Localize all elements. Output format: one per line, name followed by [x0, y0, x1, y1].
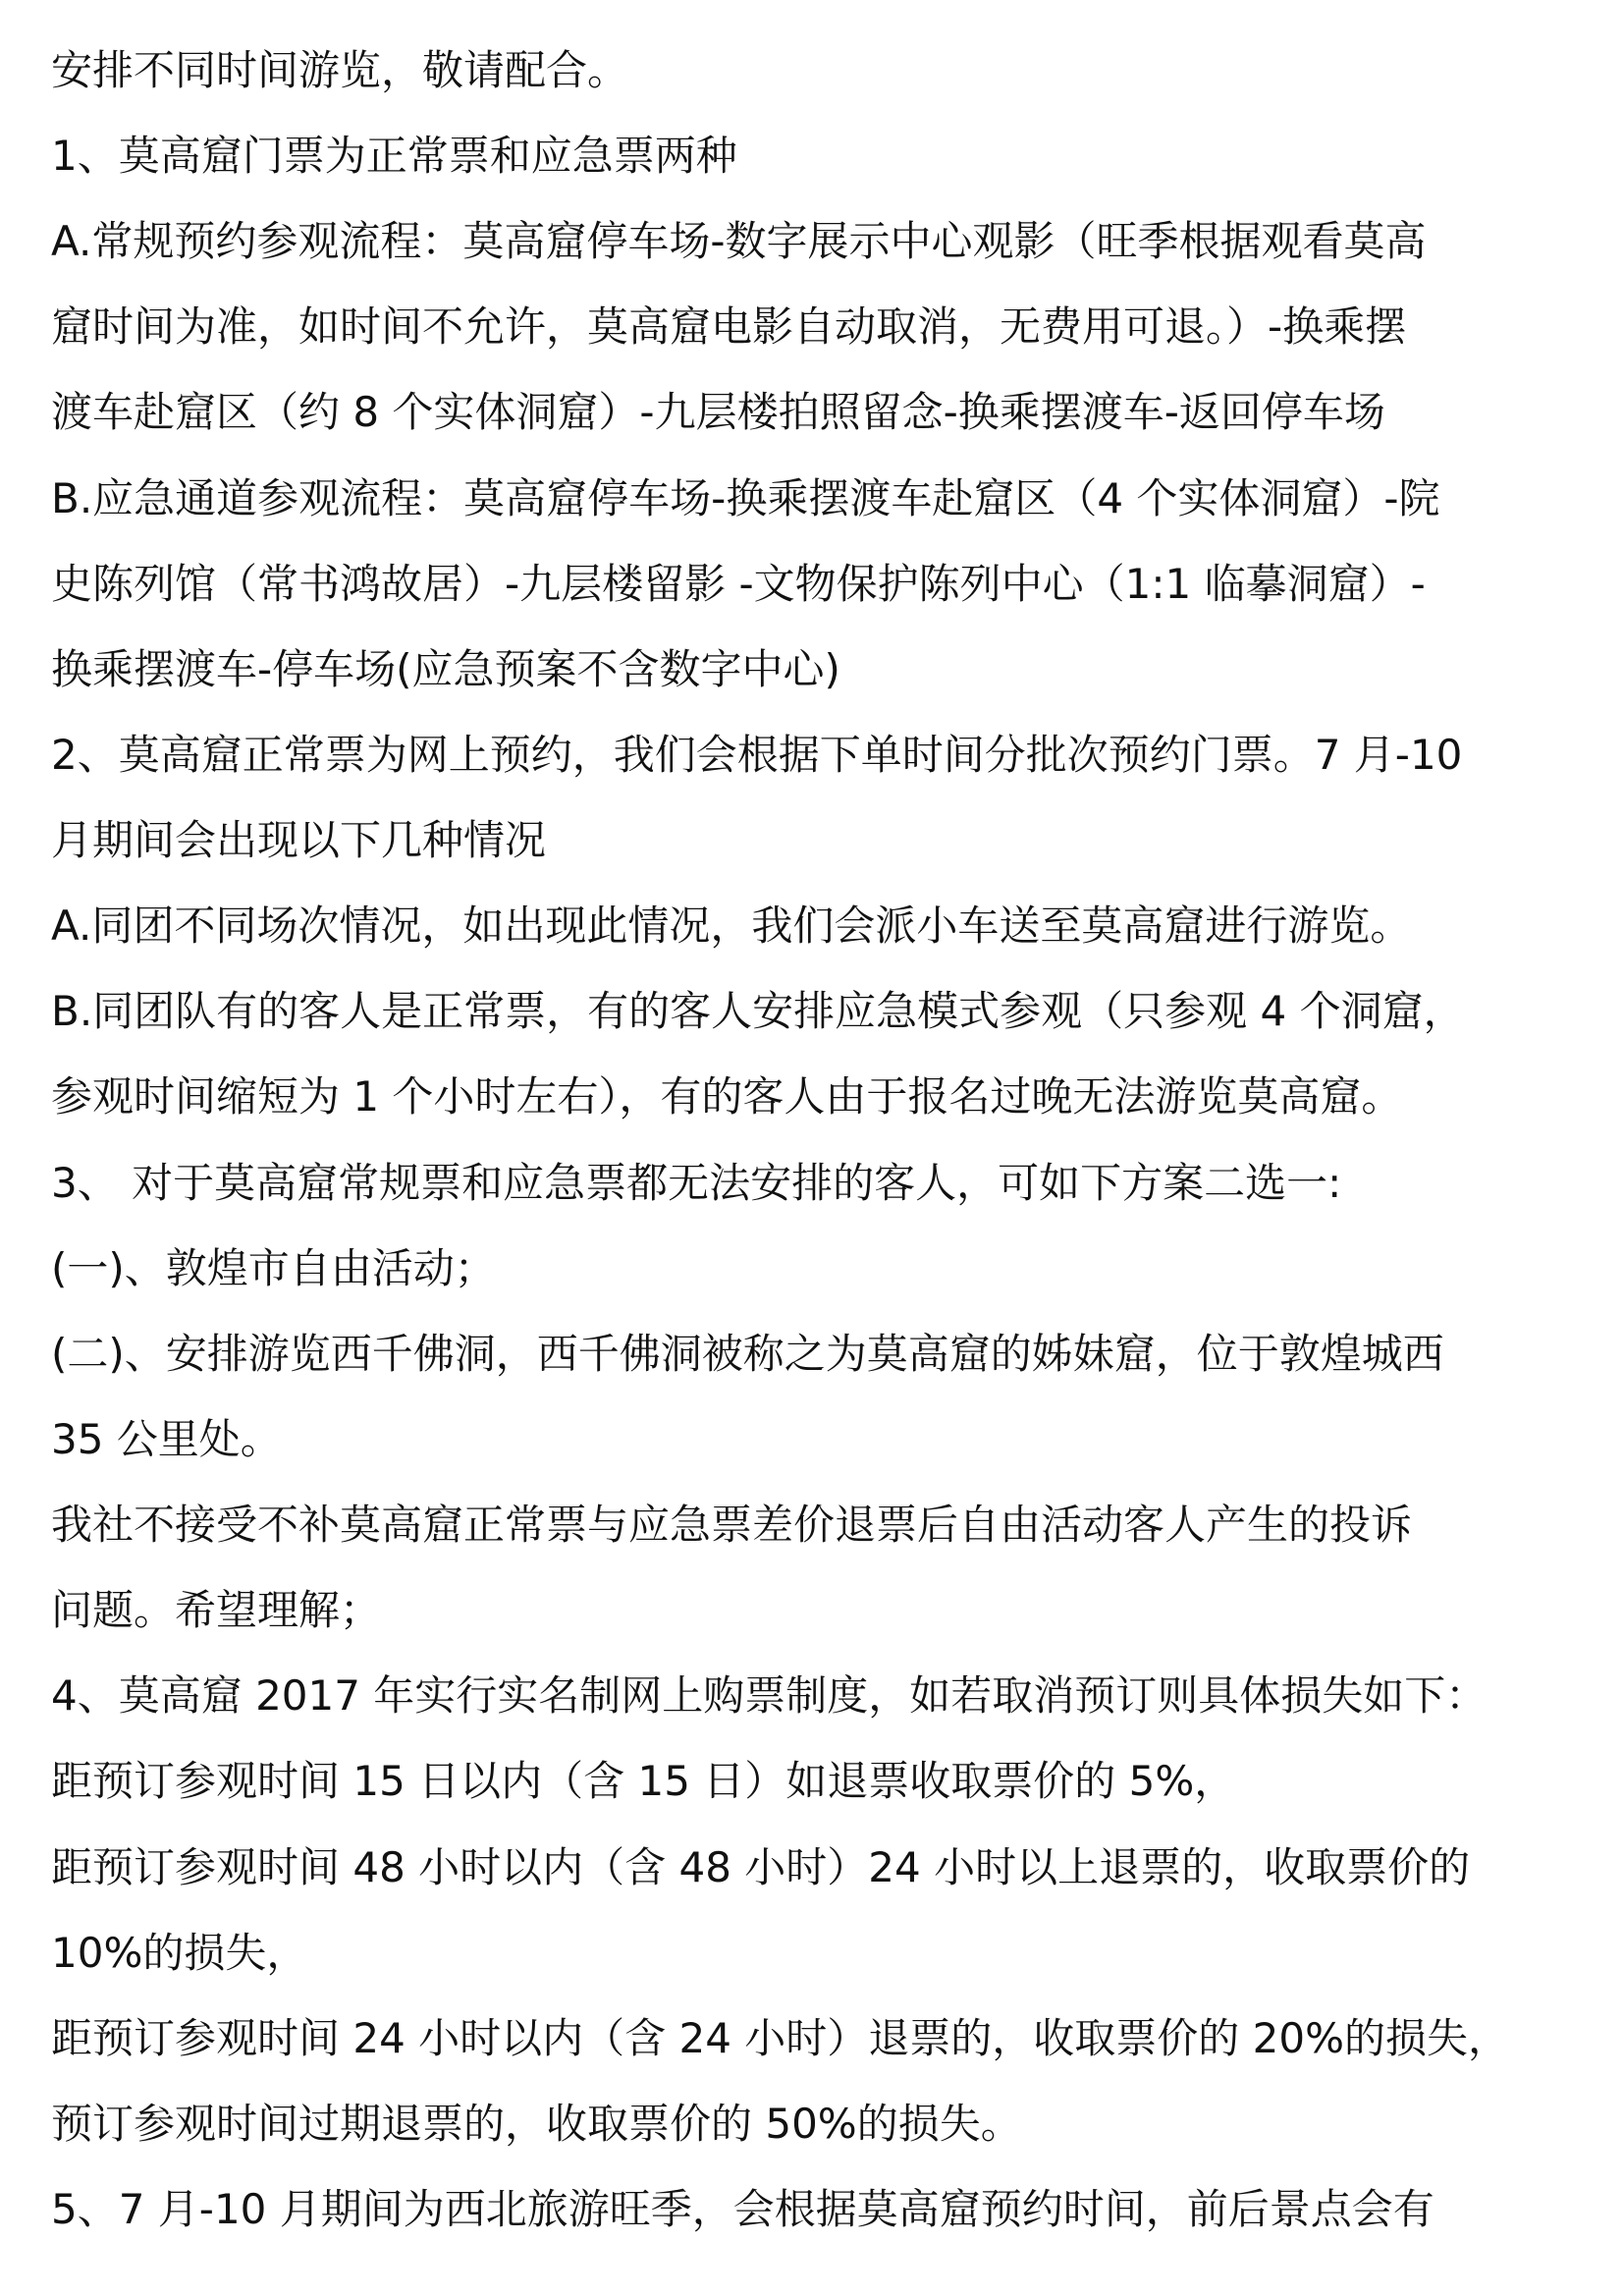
text-line: (二)、安排游览西千佛洞，西千佛洞被称之为莫高窟的姊妹窟，位于敦煌城西: [51, 1330, 1444, 1378]
text-line: 我社不接受不补莫高窟正常票与应急票差价退票后自由活动客人产生的投诉: [51, 1501, 1413, 1549]
text-line: 窟时间为准，如时间不允许，莫高窟电影自动取消，无费用可退。）-换乘摆: [51, 302, 1407, 351]
text-line: 参观时间缩短为 1 个小时左右），有的客人由于报名过晚无法游览莫高窟。: [51, 1072, 1403, 1121]
text-line: 10%的损失，: [51, 1929, 308, 1977]
text-line: (一)、敦煌市自由活动；: [51, 1244, 496, 1292]
text-line: 换乘摆渡车-停车场(应急预案不含数字中心): [51, 645, 840, 693]
text-line: 2、莫高窟正常票为网上预约，我们会根据下单时间分批次预约门票。7 月-10: [51, 731, 1463, 779]
text-line: B.同团队有的客人是正常票，有的客人安排应急模式参观（只参观 4 个洞窟，: [51, 987, 1465, 1035]
text-line: B.应急通道参观流程：莫高窟停车场-换乘摆渡车赴窟区（4 个实体洞窟）-院: [51, 474, 1440, 522]
text-line: A.同团不同场次情况，如出现此情况，我们会派小车送至莫高窟进行游览。: [51, 902, 1412, 950]
text-line: 安排不同时间游览，敬请配合。: [51, 46, 629, 94]
text-line: 4、莫高窟 2017 年实行实名制网上购票制度，如若取消预订则具体损失如下：: [51, 1671, 1488, 1720]
text-line: 1、莫高窟门票为正常票和应急票两种: [51, 132, 737, 180]
text-line: 3、 对于莫高窟常规票和应急票都无法安排的客人，可如下方案二选一:: [51, 1159, 1342, 1207]
text-line: 月期间会出现以下几种情况: [51, 816, 547, 864]
text-line: 5、7 月-10 月期间为西北旅游旺季，会根据莫高窟预约时间，前后景点会有: [51, 2185, 1434, 2233]
text-line: 问题。希望理解；: [51, 1586, 382, 1634]
text-line: A.常规预约参观流程：莫高窟停车场-数字展示中心观影（旺季根据观看莫高: [51, 217, 1427, 265]
text-line: 距预订参观时间 24 小时以内（含 24 小时）退票的，收取票价的 20%的损失，: [51, 2014, 1509, 2062]
text-line: 35 公里处。: [51, 1415, 282, 1463]
text-line: 距预订参观时间 15 日以内（含 15 日）如退票收取票价的 5%，: [51, 1757, 1236, 1805]
text-line: 预订参观时间过期退票的，收取票价的 50%的损失。: [51, 2100, 1022, 2148]
text-line: 史陈列馆（常书鸿故居）-九层楼留影 -文物保护陈列中心（1:1 临摹洞窟）-: [51, 560, 1426, 608]
text-line: 距预订参观时间 48 小时以内（含 48 小时）24 小时以上退票的，收取票价的: [51, 1843, 1471, 1891]
text-line: 渡车赴窟区（约 8 个实体洞窟）-九层楼拍照留念-换乘摆渡车-返回停车场: [51, 388, 1385, 436]
